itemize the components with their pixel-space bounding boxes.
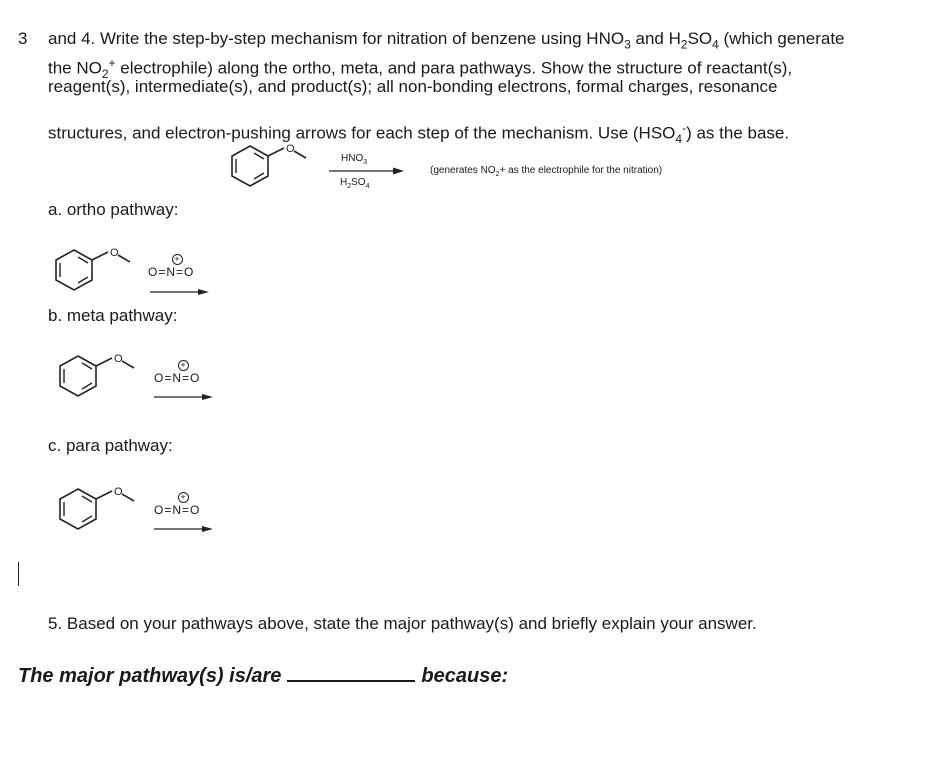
question-number: 3 [18,29,28,48]
para-electrophile: + O=N=O [154,492,201,517]
answer-prefix: The major pathway(s) is/are [18,665,282,687]
text-cursor[interactable] [18,562,19,586]
reagent-h2so4: $H_2SO_4$ [340,177,370,190]
question-line-3: reagent(s), intermediate(s), and product(s); all non-bonding electrons, formal charges, resonance [48,77,778,96]
meta-arrow [154,393,214,401]
svg-text:O: O [114,353,123,365]
reactant-structure [226,138,326,198]
section-ortho-label: a. ortho pathway: [48,200,179,219]
question-line-4: structures, and electron-pushing arrows for each step of the mechanism. Use $(HSO_4^-)$ as the base. [48,121,790,147]
meta-electrophile: + O=N=O [154,360,201,385]
question-5: 5. Based on your pathways above, state the major pathway(s) and briefly explain your answer. [48,614,757,633]
reagent-hno3: $HNO_3$ [341,153,368,166]
answer-blank[interactable] [287,662,415,682]
svg-text:O: O [114,486,123,498]
reaction-arrow [329,166,405,176]
reaction-note: (generates $NO_2+$ as the electrophile for the nitration) [430,165,663,178]
answer-suffix: because: [421,665,509,687]
ortho-reactant-structure [50,242,140,302]
section-meta-label: b. meta pathway: [48,306,178,325]
question-line-1: and 4. Write the step-by-step mechanism for nitration of benzene using $HNO_3$ and $H_2SO_4$ (which generate [48,29,845,52]
svg-text:O: O [110,247,119,259]
ortho-electrophile: + O=N=O [148,254,195,279]
answer-line[interactable] [18,662,508,688]
para-reactant-structure [54,481,144,541]
section-para-label: c. para pathway: [48,436,173,455]
ether-oxygen: O [286,143,295,155]
para-arrow [154,525,214,533]
meta-reactant-structure [54,348,144,408]
ortho-arrow [150,288,210,296]
question-line-2: the $NO_2^+$ electrophile) along the ortho, meta, and para pathways. Show the structure of reactant(s), [48,56,793,82]
